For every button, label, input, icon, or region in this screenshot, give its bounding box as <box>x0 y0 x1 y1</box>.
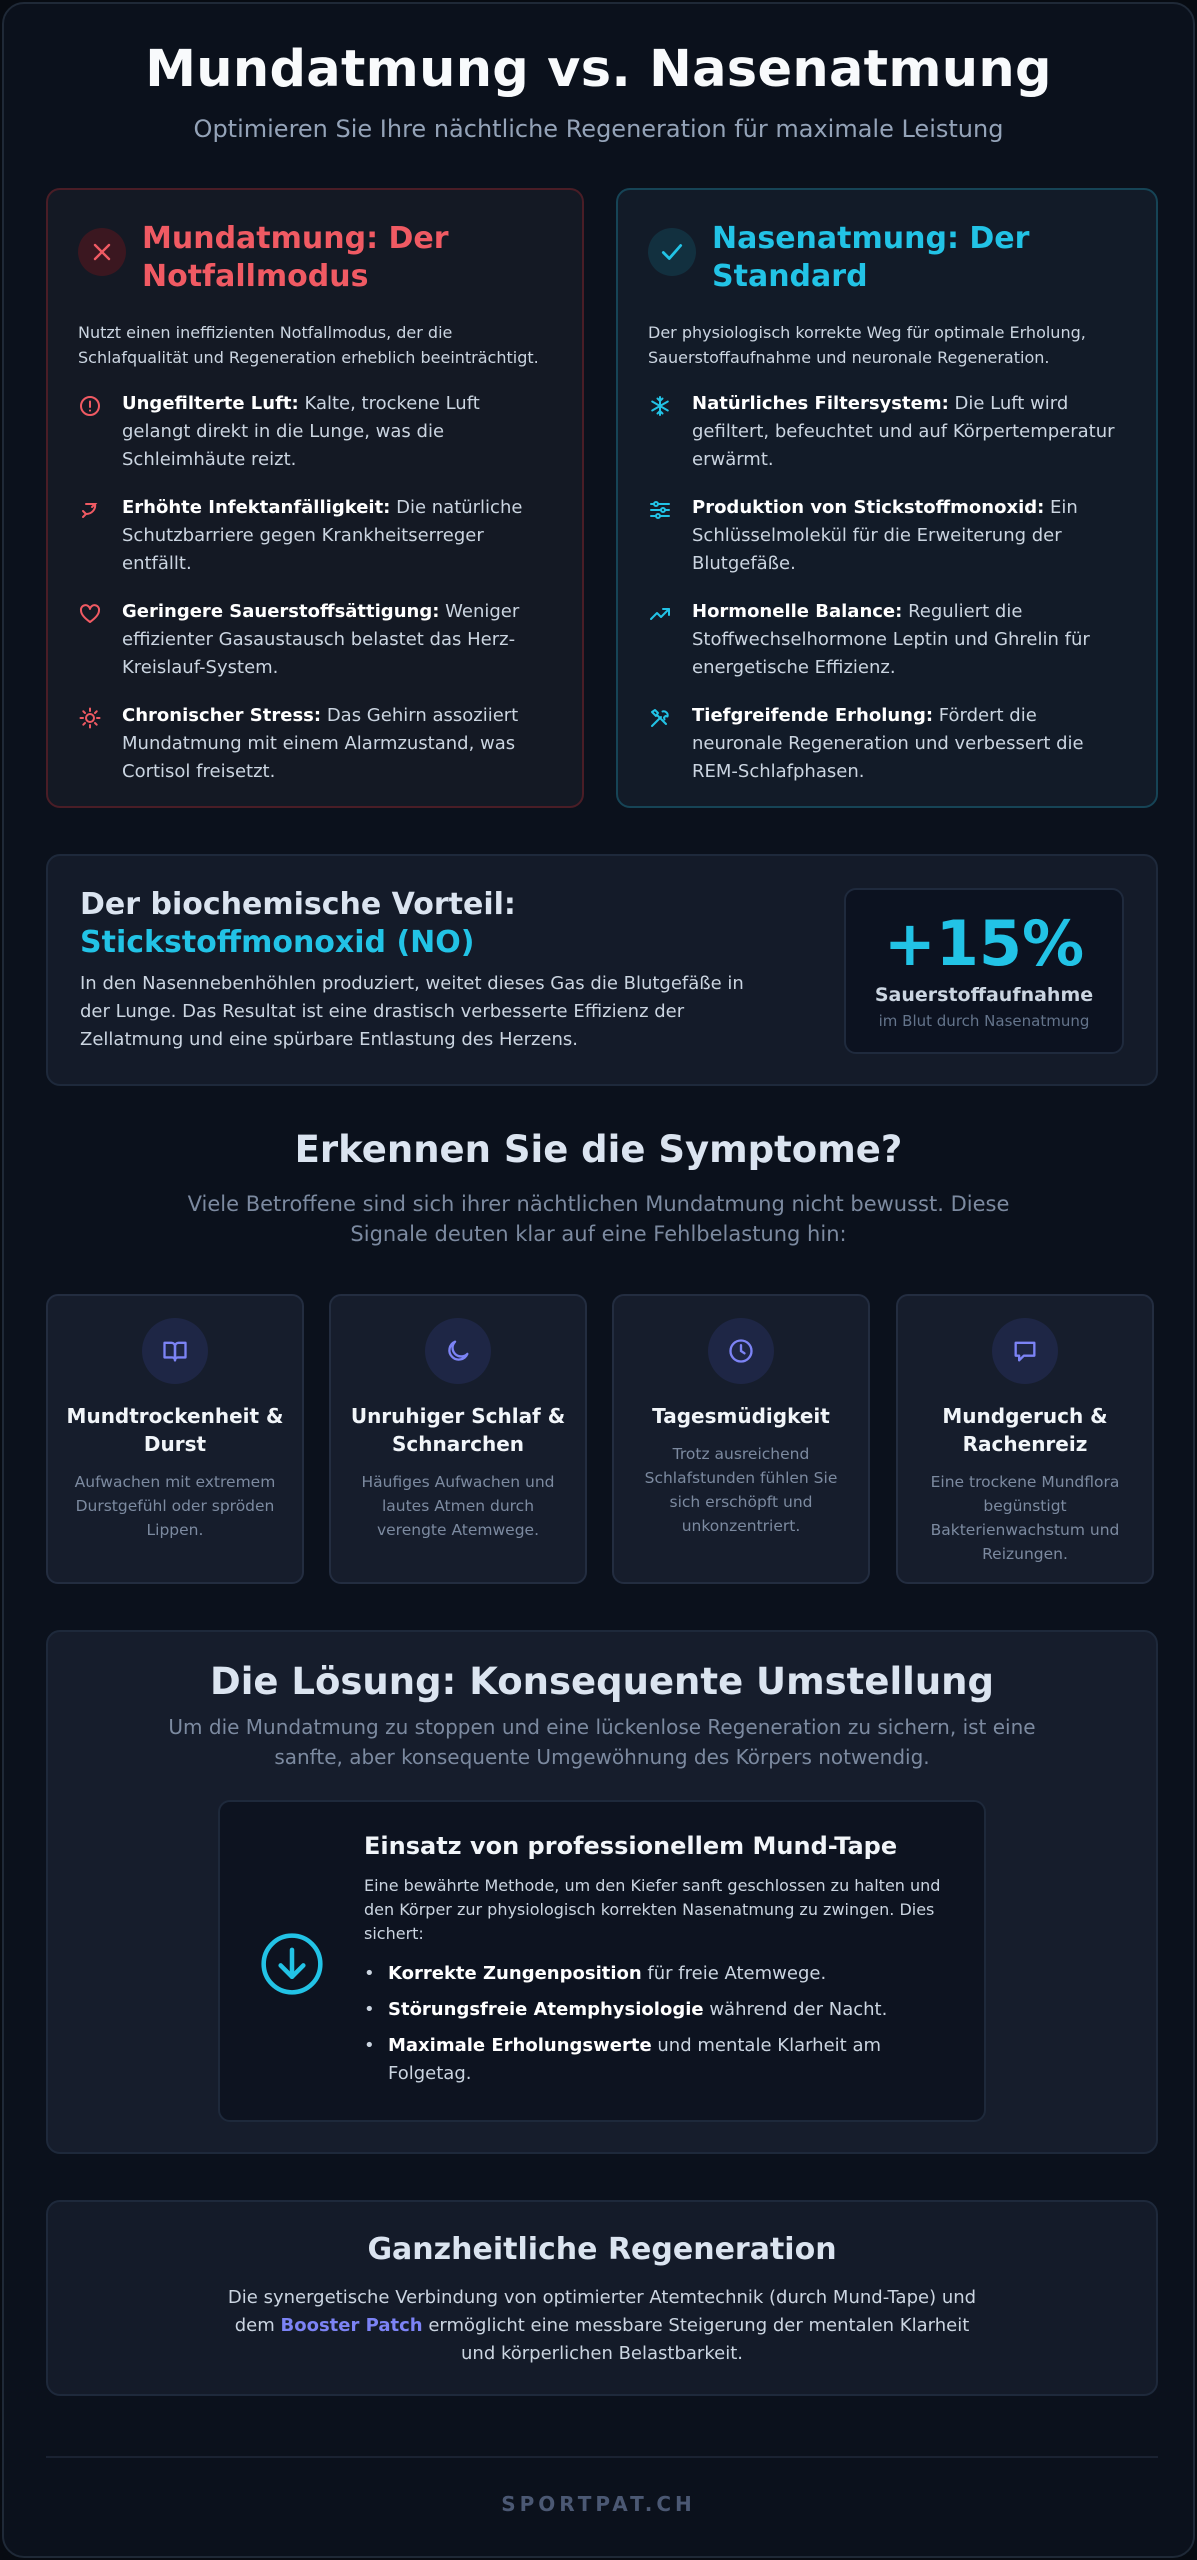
bio-subtitle: Stickstoffmonoxid (NO) <box>80 925 475 960</box>
bio-title: Der biochemische Vorteil: <box>80 887 516 922</box>
page-title: Mundatmung vs. Nasenatmung <box>145 40 1052 99</box>
page-subtitle: Optimieren Sie Ihre nächtliche Regeneration für maximale Leistung <box>193 115 1004 143</box>
holistic-regeneration-card <box>46 2200 1158 2396</box>
bullet-text: für freie Atemwege. <box>641 1963 827 1984</box>
solution-intro: Um die Mundatmung zu stoppen und eine lückenlose Regeneration zu sichern, ist eine sanfte, aber konsequente Umgewöhnung des Körpers notwendig. <box>168 1715 1036 1769</box>
bio-heading <box>80 886 516 962</box>
virus-icon <box>78 498 104 578</box>
point-text: Weniger effizienter Gasaustausch belastet das Herz-Kreislauf-System. <box>122 601 520 678</box>
alert-circle-icon <box>78 394 104 474</box>
sun-icon <box>78 706 104 786</box>
holistic-text <box>218 2284 986 2368</box>
mouth-tape-box <box>218 1800 986 2122</box>
point-bold: Ungefilterte Luft: <box>122 393 299 414</box>
mouth-point <box>78 494 546 578</box>
bullet-bold: Korrekte Zungenposition <box>388 1963 642 1984</box>
point-text: Die Luft wird gefiltert, befeuchtet und auf Körpertemperatur erwärmt. <box>692 393 1115 470</box>
biochemical-advantage-card <box>46 854 1158 1086</box>
mouth-breathing-card <box>46 188 584 808</box>
symptom-title: Unruhiger Schlaf & Schnarchen <box>350 1404 566 1456</box>
list-item <box>364 2032 944 2088</box>
point-text: Die natürliche Schutzbarriere gegen Krankheitserreger entfällt. <box>122 497 523 574</box>
bio-text: In den Nasennebenhöhlen produziert, weitet dieses Gas die Blutgefäße in der Lunge. Das Resultat ist eine drastisch verbesserte Effizienz der Zellatmung und eine spürbare Entlastung des Herzens. <box>80 973 744 1050</box>
symptom-text: Aufwachen mit extremem Durstgefühl oder spröden Lippen. <box>74 1473 276 1539</box>
nose-card-title: Nasenatmung: Der Standard <box>712 221 1030 294</box>
symptom-card-dry-mouth <box>46 1294 304 1584</box>
symptom-title: Mundgeruch & Rachenreiz <box>942 1404 1108 1456</box>
snowflake-icon <box>648 394 674 474</box>
tape-benefits-list <box>364 1960 944 2096</box>
symptom-title: Mundtrockenheit & Durst <box>66 1404 284 1456</box>
oxygen-stat-box <box>844 888 1124 1054</box>
trending-up-icon <box>648 602 674 682</box>
book-icon <box>142 1318 208 1384</box>
point-text: Kalte, trockene Luft gelangt direkt in die Lunge, was die Schleimhäute reizt. <box>122 393 480 470</box>
list-item <box>364 1960 944 1988</box>
nose-card-intro: Der physiologisch korrekte Weg für optimale Erholung, Sauerstoffaufnahme und neuronale Regeneration. <box>648 323 1086 367</box>
sliders-icon <box>648 498 674 578</box>
mouth-point <box>78 702 546 786</box>
chat-icon <box>992 1318 1058 1384</box>
holistic-text-after: ermöglicht eine messbare Steigerung der mentalen Klarheit und körperlichen Belastbarkeit. <box>422 2315 970 2364</box>
page-frame <box>2 2 1195 2558</box>
holistic-title: Ganzheitliche Regeneration <box>367 2232 837 2267</box>
nose-point <box>648 494 1120 578</box>
point-text: Ein Schlüsselmolekül für die Erweiterung der Blutgefäße. <box>692 497 1078 574</box>
symptoms-intro: Viele Betroffene sind sich ihrer nächtlichen Mundatmung nicht bewusst. Diese Signale deuten klar auf eine Fehlbelastung hin: <box>187 1192 1010 1246</box>
point-bold: Tiefgreifende Erholung: <box>692 705 934 726</box>
arrow-down-circle-icon <box>258 1930 326 2002</box>
holistic-text-before: Die synergetische Verbindung von optimierter Atemtechnik (durch Mund-Tape) und dem <box>227 2287 977 2336</box>
bullet-text: während der Nacht. <box>703 1999 888 2020</box>
point-bold: Chronischer Stress: <box>122 705 322 726</box>
bullet-bold: Störungsfreie Atemphysiologie <box>388 1999 704 2020</box>
nose-point <box>648 390 1120 474</box>
check-icon <box>648 228 696 276</box>
point-bold: Natürliches Filtersystem: <box>692 393 949 414</box>
header <box>4 40 1193 143</box>
symptom-card-bad-breath <box>896 1294 1154 1584</box>
point-bold: Produktion von Stickstoffmonoxid: <box>692 497 1045 518</box>
point-bold: Geringere Sauerstoffsättigung: <box>122 601 440 622</box>
point-bold: Erhöhte Infektanfälligkeit: <box>122 497 391 518</box>
bullet-text: und mentale Klarheit am Folgetag. <box>388 2035 882 2084</box>
nose-point <box>648 598 1120 682</box>
point-text: Fördert die neuronale Regeneration und verbessert die REM-Schlafphasen. <box>692 705 1084 782</box>
bullet-bold: Maximale Erholungswerte <box>388 2035 652 2056</box>
nose-breathing-card <box>616 188 1158 808</box>
stat-sublabel: im Blut durch Nasenatmung <box>878 1012 1090 1030</box>
symptom-text: Eine trockene Mundflora begünstigt Bakterienwachstum und Reizungen. <box>930 1473 1120 1563</box>
symptom-text: Häufiges Aufwachen und lautes Atmen durch verengte Atemwege. <box>361 1473 555 1539</box>
mouth-card-title: Mundatmung: Der Notfallmodus <box>142 221 449 294</box>
point-text: Das Gehirn assoziiert Mundatmung mit einem Alarmzustand, was Cortisol freisetzt. <box>122 705 519 782</box>
booster-patch-link[interactable]: Booster Patch <box>280 2315 423 2336</box>
tools-icon <box>648 706 674 786</box>
moon-icon <box>425 1318 491 1384</box>
nose-point <box>648 702 1120 786</box>
mouth-point <box>78 598 546 682</box>
stat-label: Sauerstoffaufnahme <box>874 984 1094 1006</box>
symptom-title: Tagesmüdigkeit <box>652 1404 830 1428</box>
tape-title: Einsatz von professionellem Mund-Tape <box>364 1832 898 1860</box>
solution-title: Die Lösung: Konsequente Umstellung <box>210 1660 994 1703</box>
point-text: Reguliert die Stoffwechselhormone Leptin und Ghrelin für energetische Effizienz. <box>692 601 1090 678</box>
close-icon <box>78 228 126 276</box>
stat-value: +15% <box>883 907 1085 980</box>
list-item <box>364 1996 944 2024</box>
symptoms-header <box>4 1128 1193 1249</box>
tape-description: Eine bewährte Methode, um den Kiefer sanft geschlossen zu halten und den Körper zur physiologisch korrekten Nasenatmung zu zwingen. Dies sichert: <box>364 1876 941 1943</box>
solution-section <box>46 1630 1158 2154</box>
symptoms-title: Erkennen Sie die Symptome? <box>294 1128 903 1171</box>
footer-brand[interactable]: SPORTPAT.CH <box>501 2492 696 2516</box>
symptom-text: Trotz ausreichend Schlafstunden fühlen Sie sich erschöpft und unkonzentriert. <box>644 1445 838 1535</box>
symptom-card-daytime-fatigue <box>612 1294 870 1584</box>
clock-icon <box>708 1318 774 1384</box>
point-bold: Hormonelle Balance: <box>692 601 903 622</box>
symptom-card-restless-sleep <box>329 1294 587 1584</box>
mouth-card-intro: Nutzt einen ineffizienten Notfallmodus, der die Schlafqualität und Regeneration erheblich beeinträchtigt. <box>78 323 539 367</box>
mouth-point <box>78 390 546 474</box>
heart-icon <box>78 602 104 682</box>
footer-divider <box>46 2456 1158 2458</box>
